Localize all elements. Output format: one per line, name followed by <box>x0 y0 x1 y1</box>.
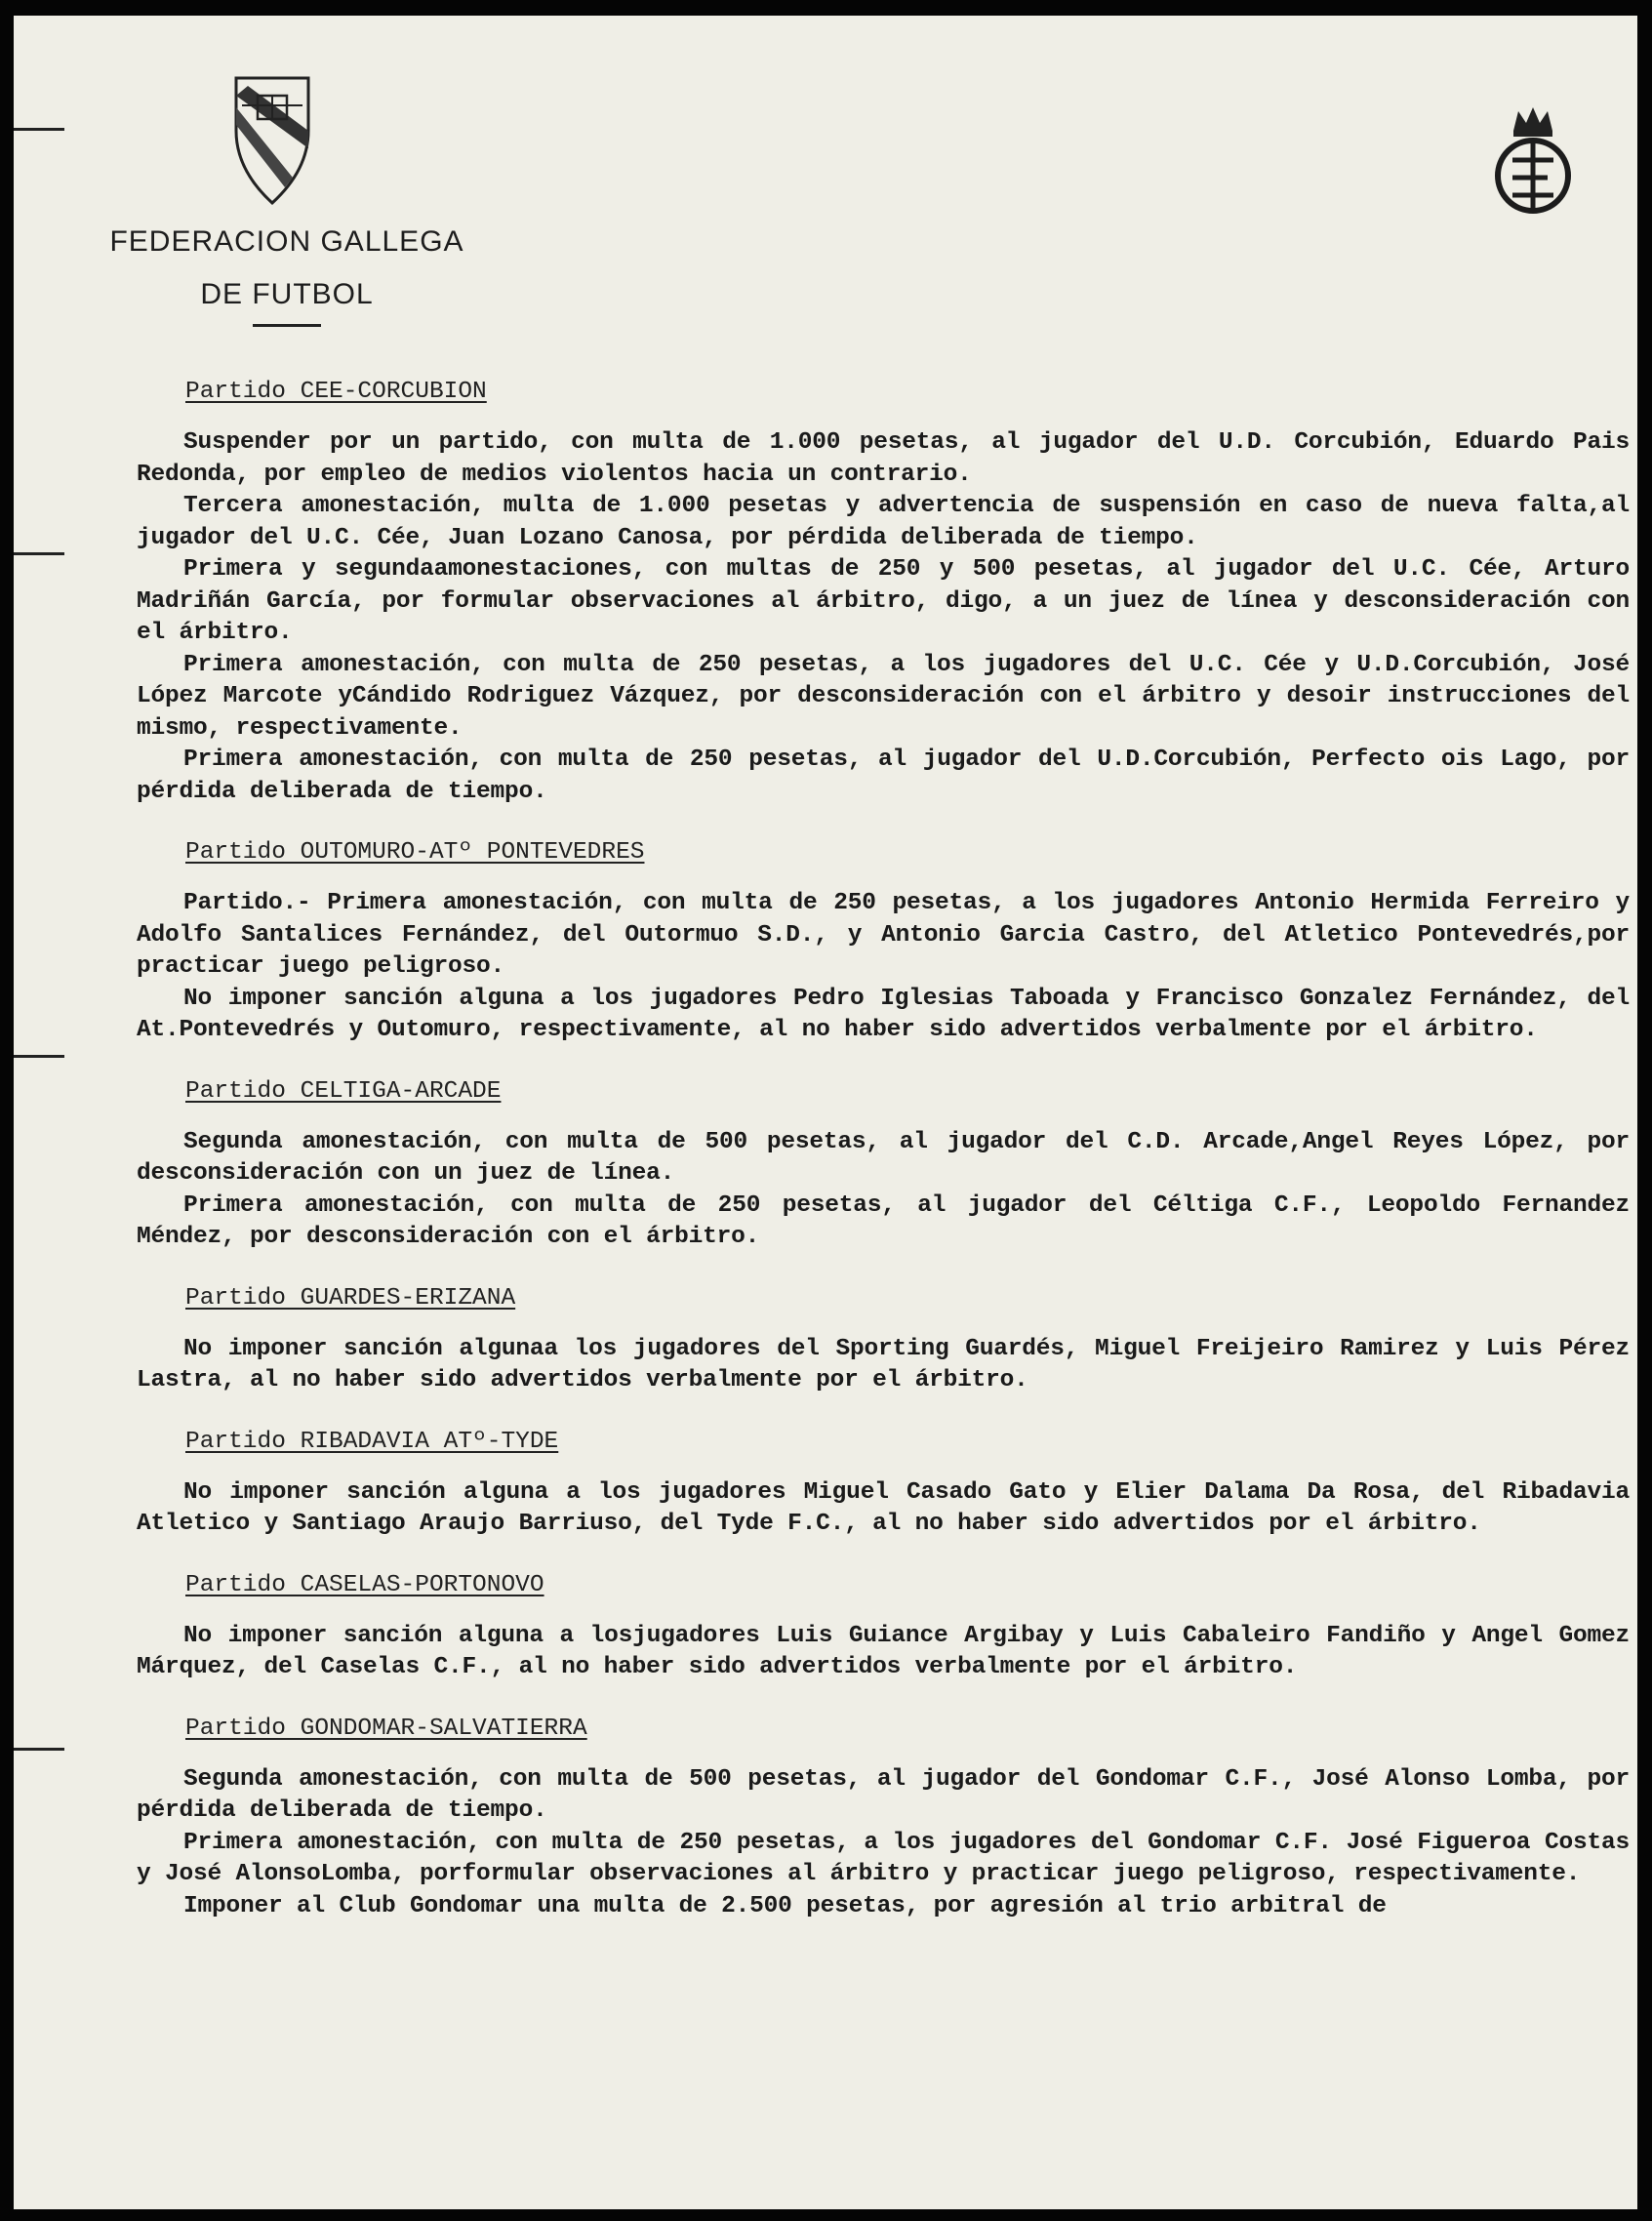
resolution-paragraph: No imponer sanción alguna a losjugadores Luis Guiance Argibay y Luis Cabaleiro Fandiño y Angel Gomez Márquez, del Caselas C.F., al no haber sido advertidos verbalmente por el árbitro. <box>137 1622 1630 1680</box>
match-heading: Partido OUTOMURO-ATº PONTEVEDRES <box>185 839 645 866</box>
resolution-paragraph: Partido.- Primera amonestación, con multa de 250 pesetas, a los jugadores Antonio Hermida Ferreiro y Adolfo Santalices Fernández, del Outormuo S.D., y Antonio Garcia Castro, del Atletico Pontevedrés,por practicar juego peligroso. <box>137 890 1630 980</box>
match-heading: Partido CEE-CORCUBION <box>185 379 487 405</box>
resolution-paragraph: No imponer sanción algunaa los jugadores del Sporting Guardés, Miguel Freijeiro Ramirez y Luis Pérez Lastra, al no haber sido advertidos verbalmente por el árbitro. <box>137 1335 1630 1393</box>
resolution-paragraph: Primera amonestación, con multa de 250 pesetas, al jugador del U.D.Corcubión, Perfecto ois Lago, por pérdida deliberada de tiempo. <box>137 747 1630 805</box>
match-heading: Partido GUARDES-ERIZANA <box>185 1284 516 1312</box>
match-heading: Partido CASELAS-PORTONOVO <box>185 1571 544 1598</box>
federation-name-line1: FEDERACION GALLEGA <box>109 225 464 258</box>
match-section <box>137 1427 1630 1541</box>
resolutions-body <box>137 377 1630 1922</box>
letterhead <box>82 72 492 327</box>
resolution-paragraph: Tercera amonestación, multa de 1.000 pesetas y advertencia de suspensión en caso de nueva falta,al jugador del U.C. Cée, Juan Lozano Canosa, por pérdida deliberada de tiempo. <box>137 493 1630 551</box>
match-section <box>137 1283 1630 1397</box>
federation-shield-icon <box>228 72 316 209</box>
resolution-paragraph: Suspender por un partido, con multa de 1.000 pesetas, al jugador del U.D. Corcubión, Eduardo Pais Redonda, por empleo de medios violentos hacia un contrario. <box>137 429 1630 488</box>
punch-hole-mark <box>14 1748 64 1751</box>
resolution-paragraph: No imponer sanción alguna a los jugadores Pedro Iglesias Taboada y Francisco Gonzalez Fernández, del At.Pontevedrés y Outomuro, respectivamente, al no haber sido advertidos verbalmente por el árbitro. <box>137 985 1630 1043</box>
match-heading: Partido CELTIGA-ARCADE <box>185 1077 502 1105</box>
royal-crest-icon <box>1489 101 1577 219</box>
punch-hole-mark <box>14 128 64 131</box>
resolution-paragraph: Segunda amonestación, con multa de 500 pesetas, al jugador del C.D. Arcade,Angel Reyes López, por desconsideración con un juez de línea. <box>137 1128 1630 1187</box>
match-section <box>137 1076 1630 1254</box>
match-section <box>137 1570 1630 1684</box>
match-heading: Partido RIBADAVIA ATº-TYDE <box>185 1428 559 1455</box>
resolution-paragraph: Primera amonestación, con multa de 250 pesetas, al jugador del Céltiga C.F., Leopoldo Fernandez Méndez, por desconsideración con el árbitro. <box>137 1191 1630 1250</box>
document-page <box>14 16 1637 2209</box>
match-section <box>137 837 1630 1047</box>
punch-hole-mark <box>14 552 64 555</box>
resolution-paragraph: Segunda amonestación, con multa de 500 pesetas, al jugador del Gondomar C.F., José Alonso Lomba, por pérdida deliberada de tiempo. <box>137 1765 1630 1824</box>
match-heading: Partido GONDOMAR-SALVATIERRA <box>185 1715 587 1742</box>
match-section <box>137 1714 1630 1923</box>
match-section <box>137 377 1630 808</box>
resolution-paragraph: Imponer al Club Gondomar una multa de 2.500 pesetas, por agresión al trio arbitral de <box>183 1892 1387 1919</box>
letterhead-rule <box>253 324 321 327</box>
resolution-paragraph: Primera amonestación, con multa de 250 pesetas, a los jugadores del Gondomar C.F. José Figueroa Costas y José AlonsoLomba, porformular observaciones al árbitro y practicar juego peligroso, respectivamente. <box>137 1829 1630 1887</box>
resolution-paragraph: No imponer sanción alguna a los jugadores Miguel Casado Gato y Elier Dalama Da Rosa, del Ribadavia Atletico y Santiago Araujo Barriuso, del Tyde F.C., al no haber sido advertidos por el árbitro. <box>137 1478 1630 1537</box>
resolution-paragraph: Primera amonestación, con multa de 250 pesetas, a los jugadores del U.C. Cée y U.D.Corcubión, José López Marcote yCándido Rodriguez Vázquez, por desconsideración con el árbitro y desoir instrucciones del mismo, respectivamente. <box>137 651 1630 742</box>
resolution-paragraph: Primera y segundaamonestaciones, con multas de 250 y 500 pesetas, al jugador del U.C. Cée, Arturo Madriñán García, por formular observaciones al árbitro, digo, a un juez de línea y desconsideración con el árbitro. <box>137 556 1630 646</box>
punch-hole-mark <box>14 1055 64 1058</box>
federation-name-line2: DE FUTBOL <box>200 278 374 310</box>
